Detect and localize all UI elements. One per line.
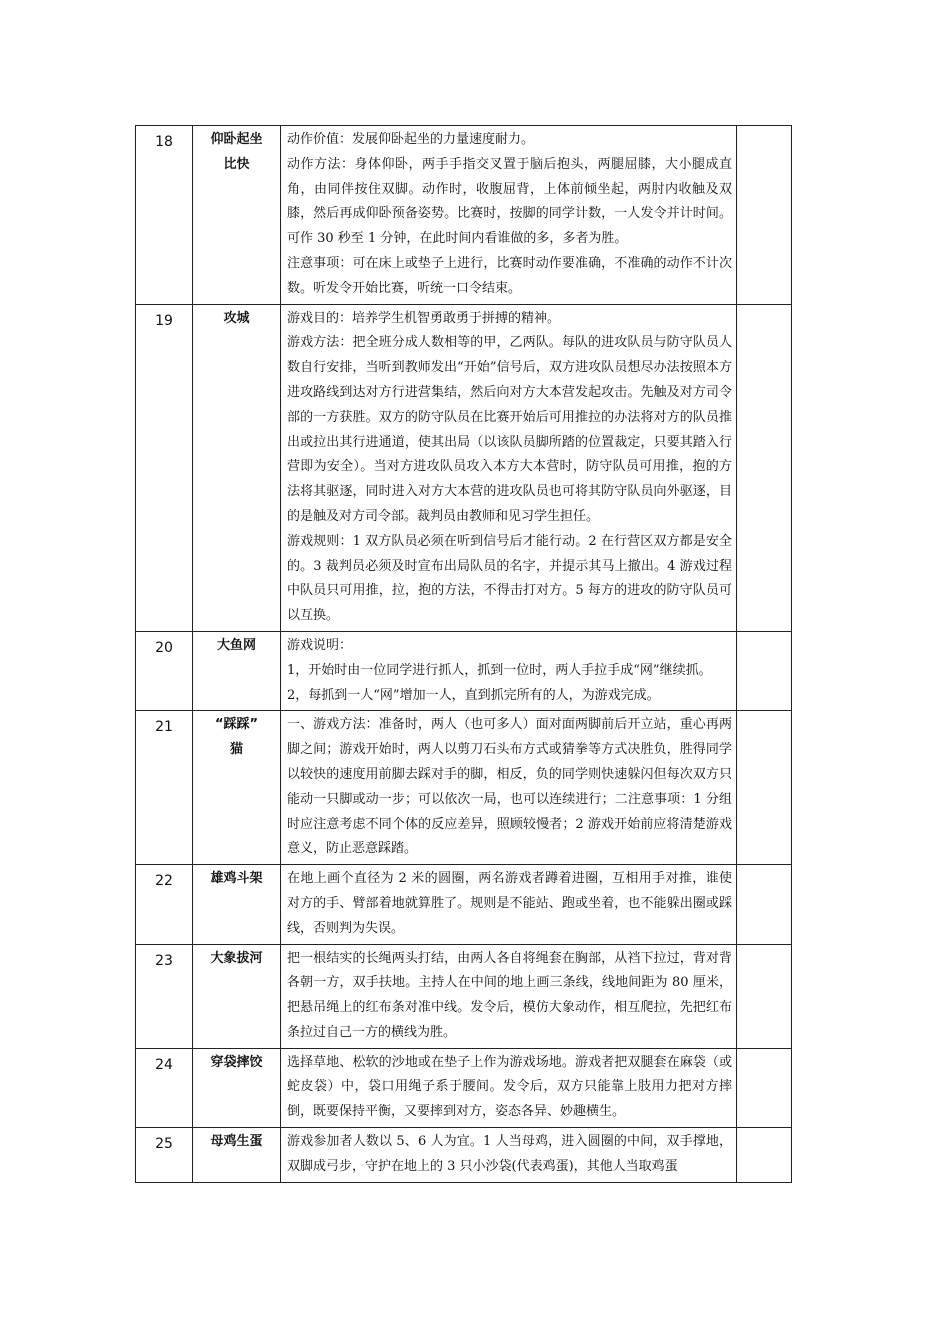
game-number: 22 <box>136 865 193 944</box>
description-paragraph: 游戏说明： <box>287 637 353 653</box>
game-description <box>281 711 737 865</box>
game-name <box>193 1048 281 1127</box>
game-name <box>193 1128 281 1183</box>
description-paragraph: 游戏参加者人数以 5、6 人为宜。1 人当母鸡，进入圆圈的中间，双手撑地，双脚成弓步，守护在地上的 3 只小沙袋(代表鸡蛋)，其他人当取鸡蛋 <box>287 1134 732 1174</box>
game-name <box>193 126 281 305</box>
description-paragraph: 在地上画个直径为 2 米的圆圈，两名游戏者蹲着进圈，互相用手对推，谁使对方的手、臂部着地就算胜了。规则是不能站、跑或坐着，也不能躲出圈或踩线，否则判为失误。 <box>287 871 732 936</box>
game-name-line: 大鱼网 <box>216 637 256 653</box>
description-paragraph: 游戏方法：把全班分成人数相等的甲，乙两队。每队的进攻队员与防守队员人数自行安排，当听到教师发出“开始”信号后，双方进攻队员想尽办法按照本方进攻路线到达对方行进营集结，然后向对方大本营发起攻击。先触及对方司令部的一方获胜。双方的防守队员在比赛开始后可用推拉的办法将对方的队员推出或拉出其行进通道，使其出局（以该队员脚所踏的位置裁定，只要其踏入行营即为安全）。当对方进攻队员攻入本方大本营时，防守队员可用推，抱的方法将其驱逐，同时进入对方大本营的进攻队员也可将其防守队员向外驱逐，目的是触及对方司令部。裁判员由教师和见习学生担任。 <box>287 335 732 524</box>
table-row <box>136 711 792 865</box>
games-table <box>135 125 792 1183</box>
blank-cell <box>737 304 792 631</box>
description-paragraph: 游戏规则：1 双方队员必须在听到信号后才能行动。2 在行营区双方都是安全的。3 裁判员必须及时宣布出局队员的名字，并提示其马上撤出。4 游戏过程中队员只可用推，拉，抱的方法，不得击打对方。5 每方的进攻的防守队员可以互换。 <box>287 533 732 624</box>
blank-cell <box>737 711 792 865</box>
table-row <box>136 1128 792 1183</box>
game-number: 18 <box>136 126 193 305</box>
blank-cell <box>737 631 792 710</box>
game-name <box>193 865 281 944</box>
blank-cell <box>737 126 792 305</box>
blank-cell <box>737 1048 792 1127</box>
description-paragraph: 一、游戏方法：准备时，两人（也可多人）面对面两脚前后开立站，重心再两脚之间；游戏开始时，两人以剪刀石头布方式或猜拳等方式决胜负，胜得同学以较快的速度用前脚去踩对手的脚，相反，负的同学则快速躲闪但每次双方只能动一只脚或动一步；可以依次一局，也可以连续进行；二注意事项：1 分组时应注意考虑不同个体的反应差异，照顾较慢者；2 游戏开始前应将清楚游戏意义，防止恶意踩踏。 <box>287 717 732 857</box>
description-paragraph: 把一根结实的长绳两头打结，由两人各自将绳套在胸部，从裆下拉过，背对背各朝一方，双手扶地。主持人在中间的地上画三条线，线地间距为 80 厘米，把悬吊绳上的红布条对准中线。发令后，模仿大象动作，相互爬拉，先把红布条拉过自己一方的横线为胜。 <box>287 950 732 1040</box>
game-name-line: 仰卧起坐 <box>210 132 263 147</box>
game-number: 23 <box>136 944 193 1048</box>
table-row <box>136 631 792 710</box>
game-number: 21 <box>136 711 193 865</box>
table-body <box>136 126 792 1183</box>
description-paragraph: 2，每抓到一人“网”增加一人，直到抓完所有的人，为游戏完成。 <box>287 687 660 703</box>
game-name-line: 穿袋摔饺 <box>210 1054 263 1070</box>
table-row <box>136 126 792 305</box>
description-paragraph: 注意事项：可在床上或垫子上进行，比赛时动作要准确，不准确的动作不计次数。听发令开始比赛，听统一口令结束。 <box>287 255 732 296</box>
blank-cell <box>737 944 792 1048</box>
description-paragraph: 1，开始时由一位同学进行抓人，抓到一位时，两人手拉手成“网”继续抓。 <box>287 662 712 678</box>
game-description <box>281 1128 737 1183</box>
table-row <box>136 944 792 1048</box>
game-number: 20 <box>136 631 193 710</box>
game-number: 19 <box>136 304 193 631</box>
table-row <box>136 865 792 944</box>
game-name <box>193 711 281 865</box>
game-description <box>281 126 737 305</box>
description-paragraph: 动作方法：身体仰卧，两手手指交叉置于脑后抱头，两腿屈膝，大小腿成直角，由同伴按住双脚。动作时，收腹屈背，上体前倾坐起，两肘内收触及双膝，然后再成仰卧预备姿势。比赛时，按脚的同学计数，一人发令并计时间。可作 30 秒至 1 分钟，在此时间内看谁做的多，多者为胜。 <box>287 156 732 247</box>
description-paragraph: 游戏目的：培养学生机智勇敢勇于拼搏的精神。 <box>287 310 561 326</box>
game-name-line: 比快 <box>223 157 250 172</box>
game-name <box>193 631 281 710</box>
game-name-line: “踩踩” <box>214 717 259 733</box>
game-name <box>193 304 281 631</box>
blank-cell <box>737 1128 792 1183</box>
description-paragraph: 选择草地、松软的沙地或在垫子上作为游戏场地。游戏者把双腿套在麻袋（或蛇皮袋）中，袋口用绳子系于腰间。发令后，双方只能靠上肢用力把对方摔倒，既要保持平衡，又要摔到对方，姿态各异、妙趣横生。 <box>287 1054 732 1120</box>
game-number: 24 <box>136 1048 193 1127</box>
game-description <box>281 304 737 631</box>
table-row <box>136 304 792 631</box>
game-name-line: 猫 <box>229 742 243 758</box>
description-paragraph: 动作价值：发展仰卧起坐的力量速度耐力。 <box>287 132 535 147</box>
game-name <box>193 944 281 1048</box>
game-name-line: 母鸡生蛋 <box>210 1134 263 1150</box>
game-description <box>281 1048 737 1127</box>
game-name-line: 雄鸡斗架 <box>210 871 263 887</box>
game-name-line: 攻城 <box>223 310 250 326</box>
table-row <box>136 1048 792 1127</box>
game-name-line: 大象拔河 <box>210 950 263 966</box>
game-description <box>281 944 737 1048</box>
game-description <box>281 865 737 944</box>
game-description <box>281 631 737 710</box>
blank-cell <box>737 865 792 944</box>
game-number: 25 <box>136 1128 193 1183</box>
